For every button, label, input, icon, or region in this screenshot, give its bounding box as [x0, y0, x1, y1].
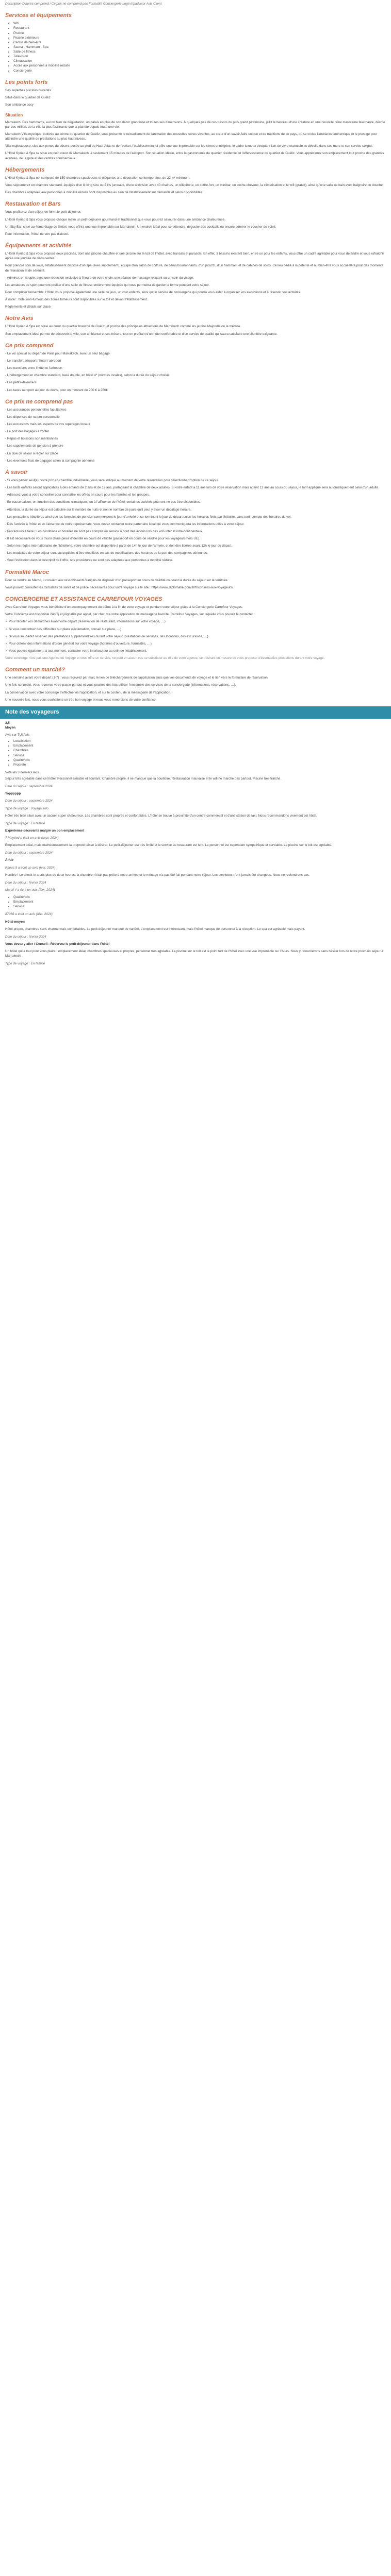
concierge-item: ✓ Vous pouvez également, à tout moment, contacter votre interlocuteur au sein de l'établissement.	[5, 649, 148, 653]
review-title: À fuir	[5, 858, 14, 862]
concierge-paragraph: Avec Carrefour Voyages vous bénéficiez d'un accompagnement du début à la fin de votre voyage et pendant votre séjour grâce à la Conciergerie Carrefour Voyages.	[5, 605, 243, 609]
nonprix-item: - Les suppléments de pension à prendre	[5, 444, 63, 448]
situation-paragraph: L'Hôtel Kyriad & Spa se situe en plein cœur de Marrakech, à seulement 15 minutes de l'aéroport. Son situation idéale, entre la gastronomie du quartier résidentiel et l'effervescence du quartier de Guéliz. Vous apprécierez son emplacement tout proche des grandes avenues, de la gare et des centres commerciaux.	[5, 151, 384, 160]
service-item: • Piscine	[13, 31, 386, 36]
nonprix-item: - La taxe de séjour à régler sur place	[5, 451, 58, 455]
service-item: • Accès aux personnes à mobilité réduite	[13, 63, 386, 68]
service-item: • Conciergerie	[13, 69, 386, 73]
loisirs-note: Règlements et détails sur place.	[5, 305, 52, 309]
nonprix-item: - Les excursions mais les aspects de vos repérages locaux	[5, 422, 90, 427]
concierge-item: ✓ Pour obtenir des informations d'ordre général sur votre voyage (horaires d'ouverture, formalités, …)	[5, 641, 152, 646]
review-body: Emplacement idéal, mais malheureusement la propreté laisse à désirer. Le petit-déjeuner est très limité et le service au restaurant est lent. Le personnel est cependant sympathique et serviable. La piscine sur le toit est agréable.	[5, 843, 332, 848]
review-meta: Date du séjour : septembre 2024	[5, 799, 53, 803]
reserver-paragraph: La conservation avec votre concierge s'effectue via l'application, et sur le contenu de la messagerie de l'application.	[5, 690, 171, 694]
service-item: • Télévision	[13, 54, 386, 59]
nonprix-title: Ce prix ne comprend pas	[5, 398, 73, 405]
review-category: • Qualité/prix	[13, 758, 386, 762]
restauration-paragraph: Un Sky Bar, situé au 4ème étage de l'hôtel, vous offrira une vue imprenable sur Marrakech. Un endroit idéal pour se détendre, déguster des cocktails ou encore admirer le coucher de soleil.	[5, 225, 276, 229]
avis-title: Notre Avis	[5, 315, 34, 322]
situation-paragraph: Villa majestueuse, sise aux portes du désert, posée au pied du Haut-Atlas et de l'océan, l'établissement lui offre une vue imprenable sur les cimes enneigées, le cadre luxueux évoquant l'art de vivre marocain se dévoile dans ses murs et son service soigné.	[5, 144, 373, 148]
review-item	[5, 888, 386, 909]
nonprix-item: - Les dépenses de nature personnelle	[5, 415, 60, 419]
service-item: • Piscine extérieure	[13, 36, 386, 40]
point-item: Son ambiance cosy	[5, 103, 34, 107]
review-item	[5, 912, 386, 939]
concierge-note: Votre concierge n'est pas une Agence de Voyage et vous offre un service, ne peut en aucun cas se substituer au rôle de votre agence, se trouvant en mesure de vous proposer d'éventuelles prestations durant votre voyage.	[5, 656, 325, 660]
loisirs-paragraph: L'Hôtel Kyriad & Spa vous propose deux piscines, dont une piscine chauffée et une piscine sur le toit de l'hôtel, avec transats et parasols. En effet, 3 bassins existent bien, entre un pour les enfants, vous offre un cadre agréable pour vous détendre et vous rafraîchir après une journée de découvertes.	[5, 252, 384, 261]
review-meta: Avis sur TUI Avis	[5, 733, 30, 737]
review-score: 3,5	[5, 721, 10, 725]
concierge-title: CONCIERGERIE ET ASSISTANCE CARREFOUR VOYAGES	[5, 596, 162, 602]
review-date: Type de voyage : Voyage solo	[5, 806, 49, 810]
service-item: • Climatisation	[13, 59, 386, 63]
review-meta: Marcil 4 a écrit un avis (févr. 2024)	[5, 888, 55, 892]
points-title: Les points forts	[5, 79, 48, 86]
prix-item: - Les transferts entre l'hôtel et l'aéroport	[5, 366, 62, 370]
review-meta: Kaous 9 a écrit un avis (févr. 2024)	[5, 866, 56, 870]
service-item: • Salle de fitness	[13, 49, 386, 54]
situation-paragraph: Marrakech Villa mystique, cultivée au centre du quartier de Guéliz, vous présente le ruissellement de l'animation des nouvelles ruines vivantes, au cœur d'un savoir-faire unique et de traditions de ce pays, où se croise l'ambiance authentique et le prestige pour atteindre une qualité de prestations au plus haut niveau.	[5, 132, 378, 141]
restauration-title: Restauration et Bars	[5, 201, 61, 208]
prix-item: - L'hébergement en chambre standard, base double, en hôtel 4* (normes locales), selon la durée du séjour choisie	[5, 374, 170, 378]
nonprix-item: - Les éventuels frais de bagages selon la compagnie aérienne	[5, 459, 95, 463]
restauration-paragraph: Pour information, l'hôtel ne sert pas d'alcool.	[5, 232, 69, 236]
review-info: Type de voyage : En famille	[5, 962, 45, 966]
reserver-title: Comment un marché?	[5, 667, 66, 673]
review-title: Moyen	[5, 725, 15, 730]
hebergement-title: Hébergements	[5, 166, 45, 173]
services-title: Services et équipements	[5, 12, 72, 19]
hebergement-paragraph: L'Hôtel Kyriad & Spa est composé de 150 chambres spacieuses et élégantes à la décoration contemporaine, de 22 m² minimum.	[5, 176, 190, 180]
savoir-item: - Les modalités de votre séjour sont susceptibles d'être modifiées en cas de modifications des horaires de la part des compagnies aériennes.	[5, 551, 208, 555]
nonprix-item: - Le port des bagages à l'hôtel	[5, 430, 49, 434]
concierge-paragraph: Votre Concierge est disponible 24h/7j et joignable par appel, par chat, via votre application de messagerie favorite. Carrefour Voyages, sur laquelle vous pouvez le contacter :	[5, 613, 255, 617]
restauration-paragraph: L'Hôtel Kyriad & Spa vous propose chaque matin un petit-déjeuner gourmand et traditionnel que vous pourrez savourer dans une ambiance chaleureuse.	[5, 217, 225, 222]
review-meta: 87066 a écrit un avis (févr. 2024)	[5, 912, 53, 917]
savoir-item: - Il est nécessaire de vous munir d'une pièce d'identité en cours de validité (passeport en cours de validité pour les voyageurs hors UE).	[5, 537, 200, 541]
review-categories	[5, 895, 386, 909]
review-info: Date du séjour : septembre 2024	[5, 851, 53, 855]
review-category: • Service	[13, 753, 386, 758]
reserver-paragraph: Une nouvelle fois, nous vous souhaitons un très bon voyage et nous vous remercions de votre confiance.	[5, 698, 157, 702]
services-list	[5, 21, 386, 73]
situation-paragraph: Marrakech. Des hammams, au ton bien de dégustation, on palais en plus de son décor grandiose et toutes ses dimensions. À quelques pas de ces trésors du plus grand patrimoine, jaillit le berceau d'une créature en une nouvelle reine marocaine fascinante, décrite par des milliers de la ville la plus fascinante que la planète depuis toute une vie.	[5, 120, 385, 129]
service-item: • Centre de bien-être	[13, 40, 386, 45]
review-info: Date du séjour : février 2024	[5, 935, 46, 939]
review-body: Hôtel très bien situé avec un accueil super chaleureux. Les chambres sont propres et confortables. L'hôtel se trouve à proximité d'un centre commercial et d'une station de taxi. Nous recommandons vivement cet hôtel.	[5, 814, 317, 818]
review-category: • Propreté	[13, 762, 386, 767]
review-category: • Chambres	[13, 748, 386, 753]
review-item	[5, 858, 386, 885]
review-item	[5, 721, 386, 789]
loisirs-paragraph: Pour compléter l'ensemble, l'Hôtel vous propose également une salle de jeux, un coin enfants, ainsi qu'un service de conciergerie qui pourra vous aider à organiser vos excursions et à réserver vos activités.	[5, 290, 301, 294]
reviews-header: Note des voyageurs	[0, 706, 391, 719]
savoir-item: - Attention, la durée du séjour est calculée sur le nombre de nuits et non le nombre de jours qu'il peut y avoir un décalage horaire.	[5, 507, 191, 512]
review-category: • Emplacement	[13, 900, 386, 904]
review-item	[5, 791, 386, 826]
concierge-item: ✓ Si vous rencontrez des difficultés sur place (réclamation, conseil sur place, …)	[5, 627, 121, 631]
review-categories	[5, 739, 386, 767]
page	[0, 0, 391, 974]
loisirs-note: À noter : hôtel non-fumeur, des zones fumeurs sont disponibles sur le toit et devant l'établissement.	[5, 298, 148, 302]
review-info: Type de voyage : En famille	[5, 821, 45, 825]
savoir-item: - Seul l'indication dans le descriptif de l'offre, nos procédures ne sont pas adaptées aux personnes à mobilité réduite.	[5, 558, 173, 563]
review-category: • Localisation	[13, 739, 386, 743]
loisirs-paragraph: - Admirez, en couple, avec une réduction exclusive à l'heure de votre choix, une séance de massage relaxant ou un soin du visage.	[5, 276, 194, 280]
avis-paragraph: L'Hôtel Kyriad & Spa est situé au cœur du quartier branché de Guéliz, et proche des principales attractions de Marrakech comme les jardins Majorelle ou la médina.	[5, 325, 241, 329]
savoir-item: - Procédures à faire ! Les conditions et horaires ne sont pas compris en service à bord des avions lors des vols inter et intra-continentaux.	[5, 529, 203, 533]
prix-item: - Les petits-déjeuners	[5, 381, 37, 385]
savoir-item: - Dès l'arrivée à l'hôtel et en l'absence de notre représentant, vous devez contacter notre partenaire local qui vous communiquera les informations utiles à votre séjour.	[5, 522, 245, 526]
concierge-item: ✓ Pour faciliter vos démarches avant votre départ (réservation de restaurant, informations sur votre voyage, …)	[5, 620, 166, 624]
savoir-item: - Adressez-vous à votre conseiller pour connaître les offres en cours pour les familles et les groupes.	[5, 493, 150, 497]
service-item: • Wifi	[13, 21, 386, 26]
hebergement-paragraph: Vous séjournerez en chambre standard, équipée d'un lit king size ou 2 lits jumeaux, d'une télévision avec 40 chaînes, un téléphone, un coffre-fort, un minibar, un sèche-cheveux, la climatisation et le wifi (gratuit), ainsi qu'une salle de bain avec baignoire ou douche.	[5, 183, 384, 188]
review-title: Hôtel moyen	[5, 920, 25, 924]
prix-item: - Le vol spécial au départ de Paris pour Marrakech, avec un seul bagage	[5, 351, 110, 355]
service-item: • Restaurant	[13, 26, 386, 30]
review-body: Hôtel propre, chambres sans charme mais confortables. Le petit-déjeuner manque de variété. L'emplacement est intéressant, mais l'hôtel manque de personnel à la réception. Le spa est agréable mais payant.	[5, 927, 305, 931]
review-body: Horrible ! Le check-in a pris plus de deux heures, la chambre n'était pas prête à notre arrivée et le ménage n'a pas été fait pendant notre séjour. Les serviettes n'ont jamais été changées. Nous ne reviendrons pas.	[5, 873, 310, 877]
formalite-paragraph: Vous pouvez consulter les formalités de santé et de police nécessaires pour votre voyage sur le site : https://www.diplomatie.gouv.fr/fr/conseils-aux-voyageurs/	[5, 585, 233, 589]
review-date: Voté les 3 derniers avis	[5, 770, 39, 774]
review-info: Date du séjour : septembre 2024	[5, 785, 53, 789]
review-body: Séjour très agréable dans cet hôtel. Personnel aimable et souriant. Chambre propre, il ne manque que la bouilloire. Restauration mauvaise et le wifi ne marche pas partout. Piscine très fraîche.	[5, 777, 282, 781]
savoir-item: - Si vous partez seul(e), votre prix en chambre individuelle, vous sera indiqué au moment de votre réservation pour sélectionner l'option de ce séjour.	[5, 479, 219, 483]
savoir-title: À savoir	[5, 469, 28, 476]
review-item	[5, 942, 386, 967]
concierge-item: ✓ Si vous souhaitez réserver des prestations supplémentaires durant votre séjour (prestations de services, des locations, des excursions, …)	[5, 634, 208, 638]
review-title: Expérience décevante malgré un bon emplacement	[5, 828, 85, 833]
loisirs-paragraph: Pour prendre soin de vous, l'établissement dispose d'un spa (avec supplément), équipé d'un salon de coiffure, de bains bouillonnants, d'un jacuzzi, d'un hammam et de cabines de soins. Ce lieu dédié à la détente et au bien-être vous accueillera pour des moments de relaxation et de sérénité.	[5, 264, 383, 273]
review-title: Vous devez y aller / Conseil : Réservez le petit-déjeuner dans l'hôtel	[5, 942, 110, 946]
point-item: Situé dans le quartier de Gueliz	[5, 96, 51, 99]
review-info: Date du séjour : février 2024	[5, 880, 46, 885]
savoir-item: - Les tarifs enfants seront applicables à des enfants de 2 ans et de 12 ans, partageant la chambre de deux adultes. Si votre enfant a 11 ans lors de votre réservation mais atteint 12 ans au cours du séjour, le tarif appliqué sera automatiquement celui d'un adulte.	[5, 486, 379, 490]
point-item: Ses superbes piscines ouvertes	[5, 88, 51, 92]
savoir-item: - En basse saison, en fonction des conditions climatiques, ou à l'affluence de l'hôtel, certaines activités pourront ne pas être disponibles.	[5, 500, 201, 504]
formalite-paragraph: Pour se rendre au Maroc, il convient aux ressortissants français de disposer d'un passeport en cours de validité couvrant la durée du séjour sur le territoire.	[5, 578, 229, 582]
review-item	[5, 828, 386, 856]
hebergement-paragraph: Des chambres adaptées aux personnes à mobilité réduite sont disponibles au sein de l'établissement sur demande et selon disponibilités.	[5, 191, 203, 195]
review-category: • Emplacement	[13, 743, 386, 748]
review-meta: 7 Mayéed a écrit un avis (sept. 2024)	[5, 836, 59, 840]
restauration-paragraph: Vous profiterez d'un séjour en formule petit-déjeuner.	[5, 210, 82, 214]
review-category: • Qualité/prix	[13, 895, 386, 900]
review-body: Un hôtel qui a tout pour vous plaire : emplacement idéal, chambres spacieuses et propres, personnel très agréable. La piscine sur le toit est le point fort de l'hôtel avec une vue imprenable sur l'Atlas. Nous y retournerons sans hésiter lors de notre prochain séjour à Marrakech.	[5, 950, 383, 958]
nonprix-item: - Repas et boissons non mentionnés	[5, 437, 58, 441]
savoir-item: - Selon les règles internationales de l'hôtellerie, votre chambre est disponible à partir de 14h le jour de l'arrivée, et doit être libérée avant 12h le jour du départ.	[5, 544, 232, 548]
savoir-item: - Les prestations hôtelières ainsi que les formules de pension commencent le jour d'arrivée et se terminent le jour de départ selon les horaires fixés par l'hôtelier, sans tenir compte des horaires de vol.	[5, 515, 292, 519]
review-title: Topppppp	[5, 792, 21, 796]
prix-item: - Les taxes aéroport au jour du devis, pour un montant de 200 € à 250€	[5, 388, 108, 392]
service-item: • Sauna - Hammam - Spa	[13, 45, 386, 49]
loisirs-paragraph: Les amateurs de sport pourront profiter d'une salle de fitness entièrement équipée qui vous permettra de garder la forme pendant votre séjour.	[5, 283, 210, 287]
reserver-paragraph: Une semaine avant votre départ (J-7) : vous recevrez par mail, le lien de téléchargement de l'application ainsi que vos documents de voyage et le lien vers le formulaire de réservation.	[5, 676, 269, 680]
review-category: • Service	[13, 904, 386, 909]
intro-text: Description D'après comprend / Ce prix ne comprend pas Formalité Conciergerie Logé tripadvisor Avis Client	[5, 2, 162, 6]
avis-paragraph: Son emplacement idéal permet de découvrir la ville, son ambiance et ses trésors, tout en profitant d'un hôtel confortable et d'un service de qualité qui saura satisfaire une clientèle exigeante.	[5, 332, 278, 336]
formalite-title: Formalité Maroc	[5, 569, 49, 575]
prix-title: Ce prix comprend	[5, 342, 54, 349]
loisirs-title: Équipements et activités	[5, 242, 72, 249]
reserver-paragraph: Une fois connecté, vous recevrez votre passe-partout et vous pourrez dès lors utiliser l'ensemble des services de la conciergerie (informations, réservations, …).	[5, 683, 236, 687]
prix-item: - Le transfert aéroport / hôtel / aéroport	[5, 359, 61, 363]
nonprix-item: - Les assurances personnelles facultatives	[5, 408, 67, 412]
situation-title: Situation	[5, 113, 23, 118]
